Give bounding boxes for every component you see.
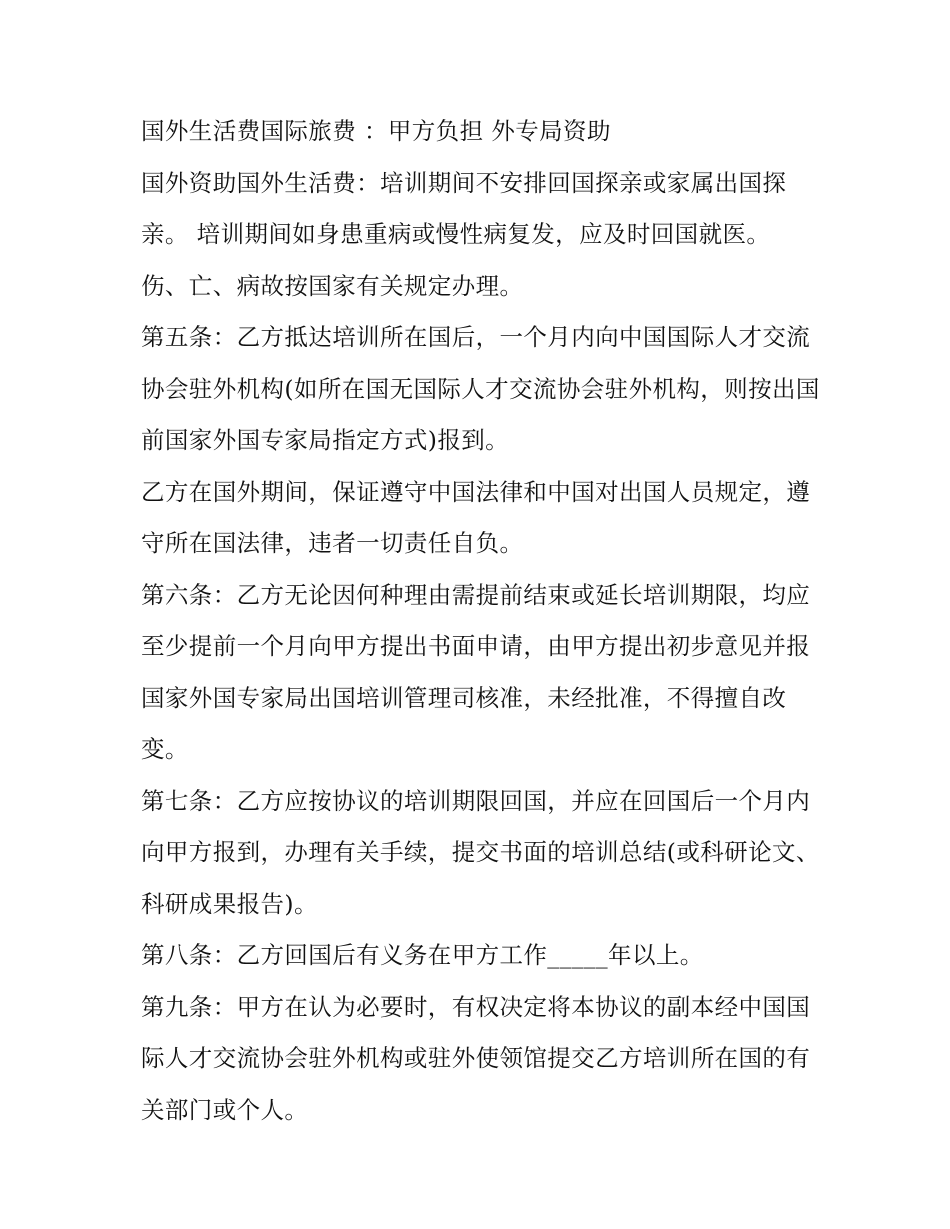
paragraph-article-7: 第七条：乙方应按协议的培训期限回国，并应在回国后一个月内向甲方报到，办理有关手续，提交书面的培训总结(或科研论文、科研成果报告)。 [141,786,820,918]
document-body [141,106,821,1136]
paragraph-article-5: 第五条：乙方抵达培训所在国后，一个月内向中国国际人才交流协会驻外机构(如所在国无国际人才交流协会驻外机构，则按出国前国家外国专家局指定方式)报到。 [141,323,820,454]
paragraph-overseas-living-allowance: 国外资助国外生活费：培训期间不安排回国探亲或家属出国探亲。 培训期间如身患重病或慢性病复发，应及时回国就医。 [141,168,787,248]
paragraph-article-8: 第八条：乙方回国后有义务在甲方工作_____年以上。 [141,941,704,969]
paragraph-article-5-law-compliance: 乙方在国外期间，保证遵守中国法律和中国对出国人员规定，遵守所在国法律，违者一切责任自负。 [141,477,811,557]
paragraph-living-travel-costs: 国外生活费国际旅费 ：甲方负担 外专局资助 [141,117,611,145]
paragraph-article-6: 第六条：乙方无论因何种理由需提前结束或延长培训期限，均应至少提前一个月向甲方提出书面申请，由甲方提出初步意见并报国家外国专家局出国培训管理司核准，未经批准，不得擅自改变。 [141,580,811,763]
paragraph-injury-death-illness: 伤、亡、病故按国家有关规定办理。 [141,271,524,300]
paragraph-article-9: 第九条：甲方在认为必要时，有权决定将本协议的副本经中国国际人才交流协会驻外机构或驻外使领馆提交乙方培训所在国的有关部门或个人。 [141,992,811,1124]
